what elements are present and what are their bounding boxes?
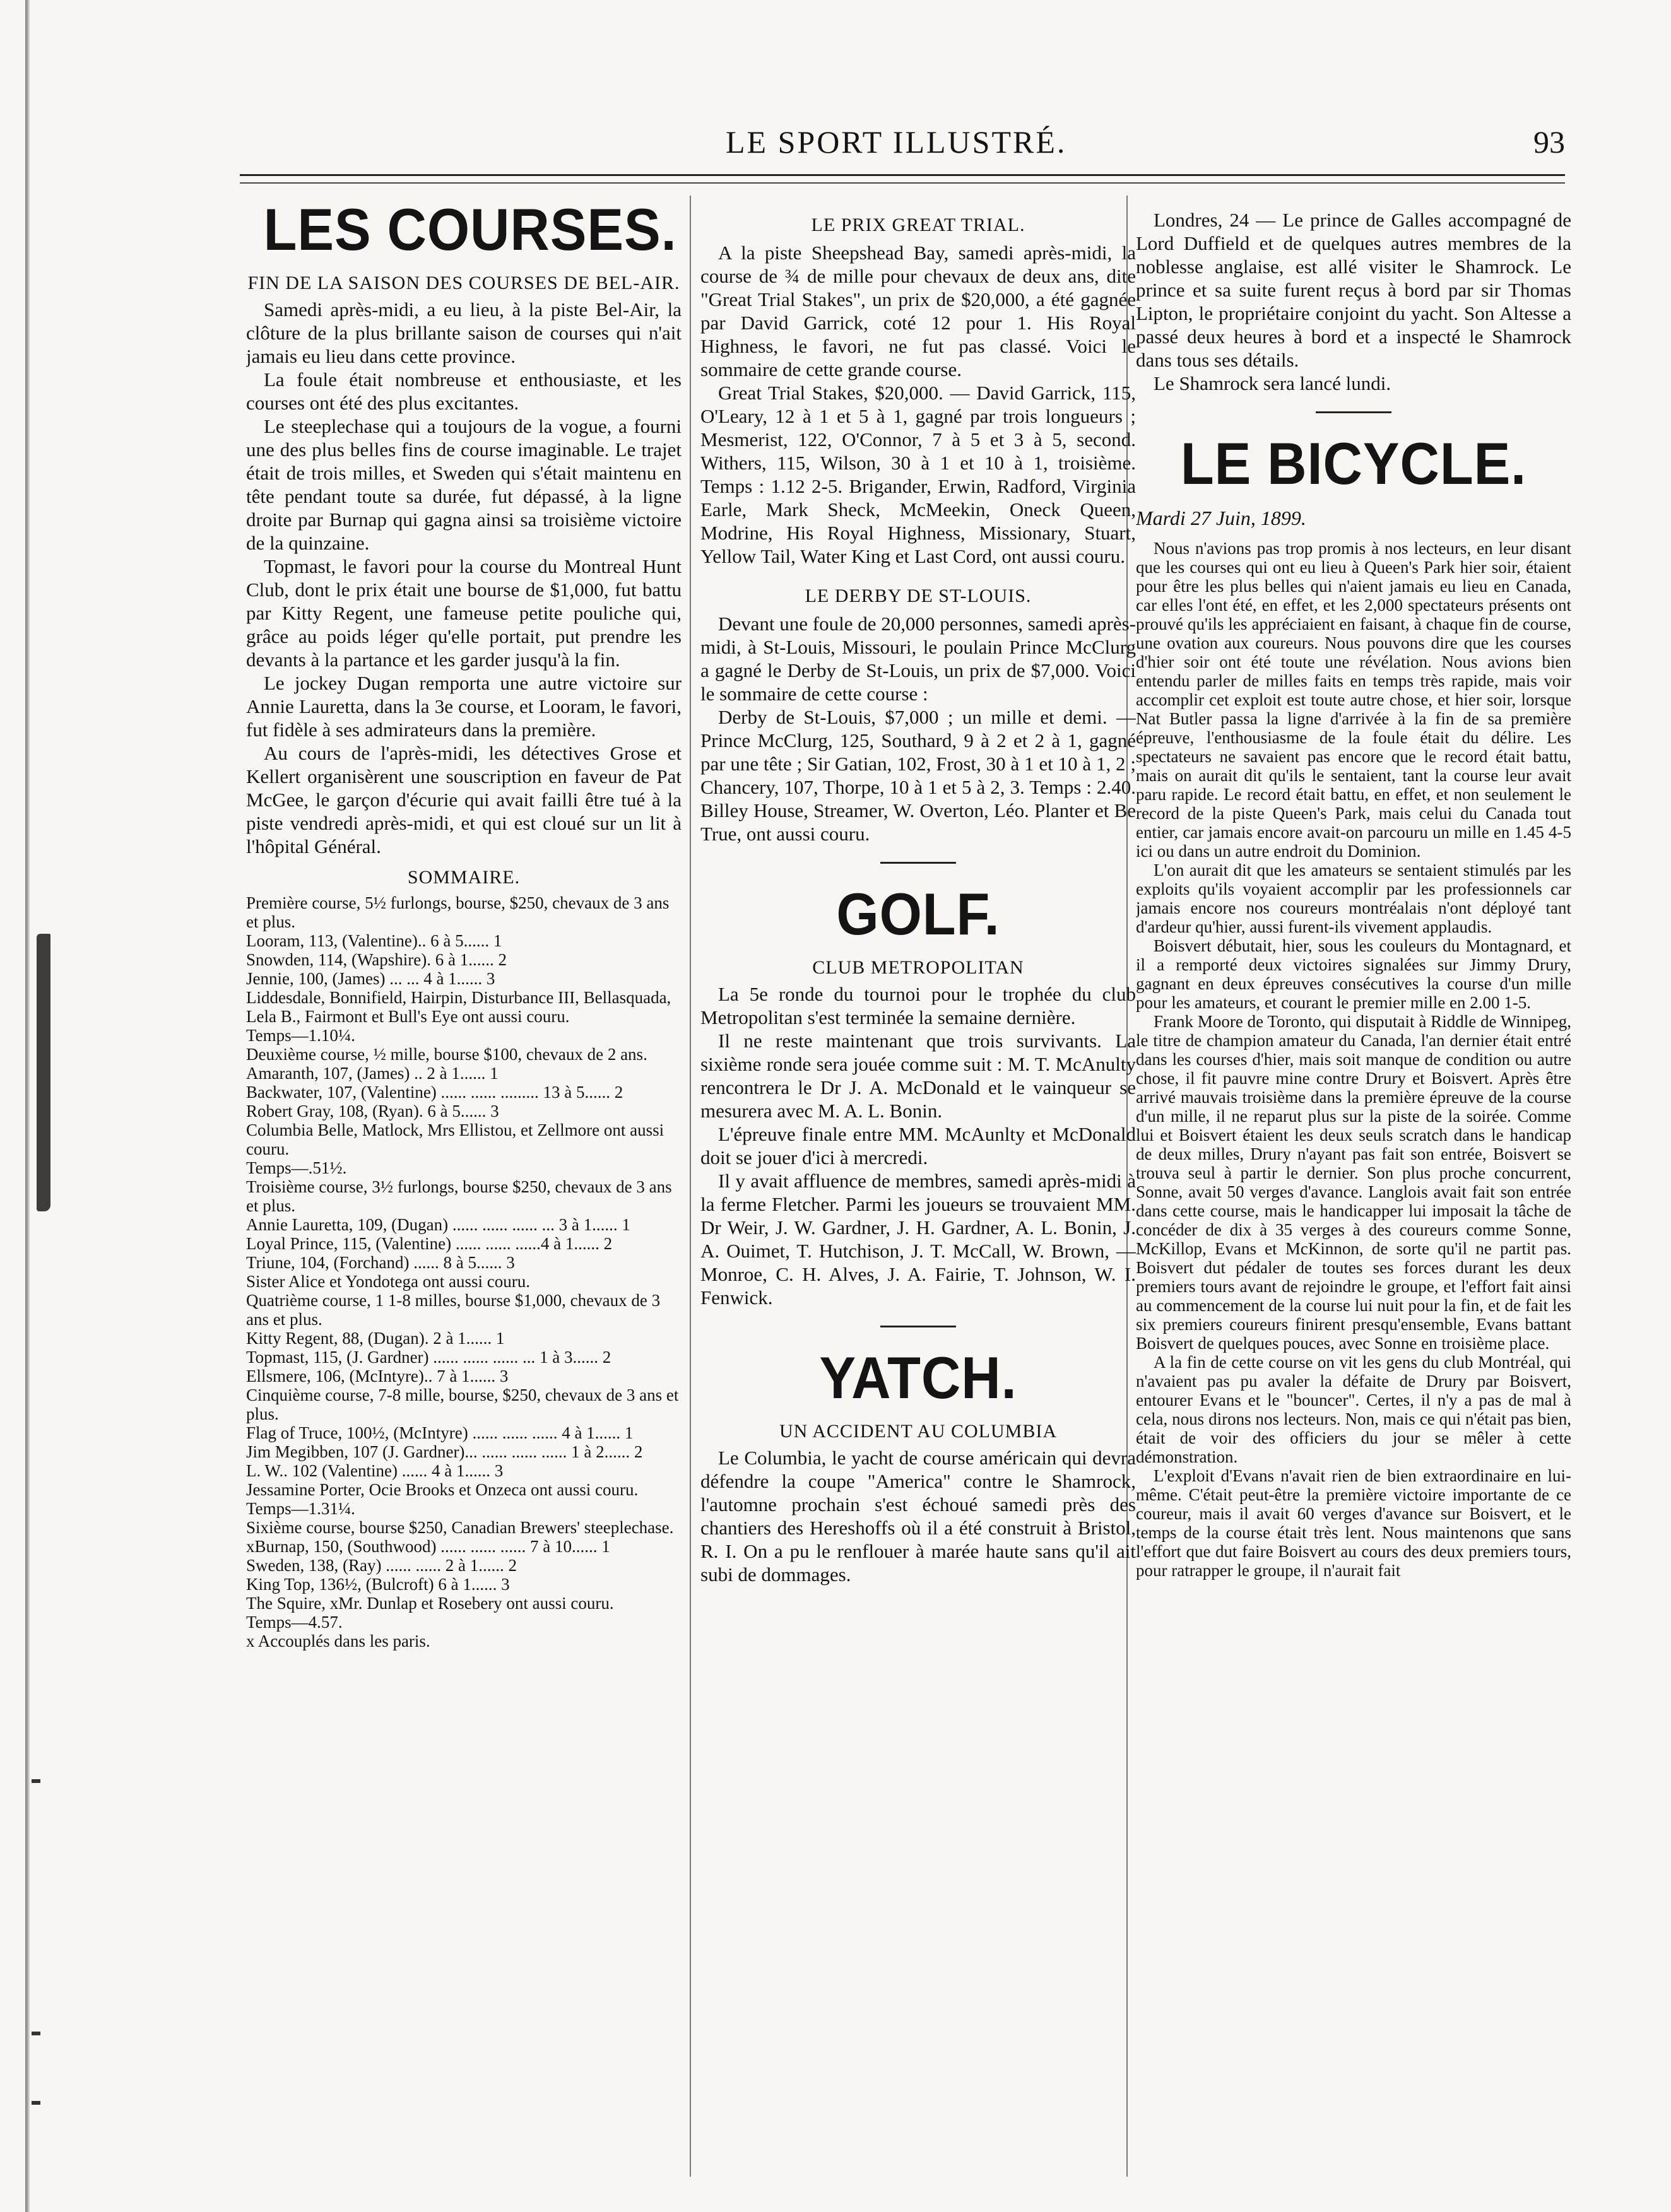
column-right	[1136, 189, 1571, 2183]
column-middle	[700, 189, 1136, 2183]
summary-line: Première course, 5½ furlongs, bourse, $250, chevaux de 3 ans et plus.	[246, 893, 670, 931]
summary-line: x Accouplés dans les paris.	[246, 1632, 430, 1650]
binding-tick-mark	[32, 2032, 40, 2035]
running-title: LE SPORT ILLUSTRÉ.	[726, 124, 1067, 160]
dateline: Mardi 27 Juin, 1899.	[1136, 507, 1306, 529]
headline-golf: GOLF.	[836, 881, 1000, 947]
race-summary-list	[246, 893, 682, 1650]
kicker-bel-air: FIN DE LA SAISON DES COURSES DE BEL-AIR.	[247, 273, 680, 293]
paragraph: Nous n'avions pas trop promis à nos lecteurs, en leur disant que les courses qui ont eu lieu à Queen's Park hier soir, étaient pour être les plus belles qui n'aient jamais eu lieu en Canada, car elles l'ont été, en effet, et les 2,000 spectateurs présents ont prouvé qu'ils les appréciaient en faisant, à chaque fin de course, une ovation aux coureurs. Nous pouvons dire que les courses d'hier soir ont été toute une révélation. Nous avions bien entendu parler de milles faits en temps très rapide, mais voir accomplir cet exploit est toute autre chose, et hier soir, lorsque Nat Butler passa la ligne d'arrivée à la fin de sa première épreuve, l'enthousiasme de la foule était du délire. Les spectateurs ne savaient pas encore que le record était battu, mais on aurait dit qu'ils le sentaient, tant la course leur avait paru rapide. Le record était battu, en effet, et non seulement le record de la piste Queen's Park, mais celui du Canada tout entier, car jamais encore avait-on parcouru un mille en 1.45 4-5 ici ou dans un autre endroit du Dominion.	[1136, 539, 1571, 861]
summary-line: Backwater, 107, (Valentine) ...... ...... ......... 13 à 5...... 2	[246, 1083, 623, 1102]
binding-tick-mark	[32, 1779, 40, 1783]
summary-heading: SOMMAIRE.	[407, 867, 521, 888]
summary-line: Liddesdale, Bonnifield, Hairpin, Disturbance III, Bellasquada, Lela B., Fairmont et Bull's Eye ont aussi couru.	[246, 988, 671, 1026]
summary-line: Flag of Truce, 100½, (McIntyre) ...... ...... ...... 4 à 1...... 1	[246, 1423, 634, 1442]
summary-line: Sixième course, bourse $250, Canadian Brewers' steeplechase.	[246, 1518, 674, 1537]
paragraph: Derby de St-Louis, $7,000 ; un mille et demi. — Prince McClurg, 125, Southard, 9 à 2 et 2 à 1, gagné par une tête ; Sir Gatian, 102, Frost, 30 à 1 et 10 à 1, 2 ; Chancery, 107, Thorpe, 10 à 1 et 5 à 2, 3. Temps : 2.40. Billey House, Streamer, W. Overton, Léo. Planter et Be True, ont aussi couru.	[700, 706, 1136, 845]
paragraph: Le steeplechase qui a toujours de la vogue, a fourni une des plus belles fins de course imaginable. Le trajet était de trois milles, et Sweden qui s'était maintenu en tête pendant toute sa durée, fut dépassé, à la ligne droite par Burnap qui gagna ainsi sa troisième victoire de la quinzaine.	[246, 415, 682, 554]
paragraph: Topmast, le favori pour la course du Montreal Hunt Club, dont le prix était une bourse de $1,000, fut battu par Kitty Regent, une fameuse petite pouliche qui, grâce au poids léger qu'elle portait, put prendre les devants à la partance et les garder jusqu'à la fin.	[246, 555, 682, 671]
summary-line: Topmast, 115, (J. Gardner) ...... ...... ...... ... 1 à 3...... 2	[246, 1348, 611, 1367]
summary-line: Sweden, 138, (Ray) ...... ...... 2 à 1...... 2	[246, 1556, 517, 1575]
summary-line: Jennie, 100, (James) ... ... 4 à 1...... 3	[246, 969, 495, 988]
summary-line: Triune, 104, (Forchand) ...... 8 à 5...... 3	[246, 1253, 515, 1272]
paragraph: Great Trial Stakes, $20,000. — David Garrick, 115, O'Leary, 12 à 1 et 5 à 1, gagné par trois longueurs ; Mesmerist, 122, O'Connor, 7 à 5 et 3 à 5, second. Withers, 115, Wilson, 30 à 1 et 10 à 1, troisième. Temps : 1.12 2-5. Brigander, Erwin, Radford, Virginia Earle, Mark Sheck, McMeekin, Oneck Queen, Modrine, His Royal Highness, Missionary, Stuart, Yellow Tail, Water King et Last Cord, ont aussi couru.	[700, 382, 1136, 567]
summary-line: Jim Megibben, 107 (J. Gardner)... ...... ...... ...... 1 à 2...... 2	[246, 1442, 643, 1461]
paragraph: Devant une foule de 20,000 personnes, samedi après-midi, à St-Louis, Missouri, le poulain Prince McClurg a gagné le Derby de St-Louis, un prix de $7,000. Voici le sommaire de cette course :	[700, 613, 1136, 705]
paragraph: A la fin de cette course on vit les gens du club Montréal, qui n'avaient pas pu avaler la défaite de Drury par Boisvert, entourer Evans et le "bouncer". Certes, il n'y a pas de mal à cela, nous dirons nos lecteurs. Non, mais ce qui n'était pas bien, était de voir des officiers du jour se mêler à cette démonstration.	[1136, 1353, 1571, 1466]
summary-line: Temps—4.57.	[246, 1613, 343, 1632]
summary-line: Columbia Belle, Matlock, Mrs Ellistou, et Zellmore ont aussi couru.	[246, 1121, 664, 1158]
paragraph: Le Columbia, le yacht de course américain qui devra défendre la coupe "America" contre le Shamrock, l'automne prochain s'est échoué samedi près des chantiers des Hereshoffs où il a été construit à Bristol, R. I. On a pu le renflouer à marée haute sans qu'il ait subi de dommages.	[700, 1447, 1136, 1585]
summary-line: Amaranth, 107, (James) .. 2 à 1...... 1	[246, 1064, 499, 1083]
page-header	[240, 124, 1565, 162]
summary-line: Temps—1.10¼.	[246, 1026, 355, 1045]
column-courses	[246, 189, 682, 2183]
kicker-club-metropolitan: CLUB METROPOLITAN	[812, 957, 1024, 978]
section-divider	[880, 862, 956, 864]
summary-line: Sister Alice et Yondotega ont aussi couru.	[246, 1272, 530, 1291]
binding-tick-mark	[32, 2101, 40, 2105]
summary-line: Ellsmere, 106, (McIntyre).. 7 à 1...... 3	[246, 1367, 509, 1385]
page-number: 93	[1533, 124, 1565, 160]
summary-line: Annie Lauretta, 109, (Dugan) ...... ...... ...... ... 3 à 1...... 1	[246, 1215, 630, 1234]
column-divider	[690, 196, 691, 2177]
paragraph: La 5e ronde du tournoi pour le trophée du club Metropolitan s'est terminée la semaine dernière.	[700, 983, 1136, 1028]
summary-line: Quatrième course, 1 1-8 milles, bourse $1,000, chevaux de 3 ans et plus.	[246, 1291, 661, 1329]
binding-ink-smudge	[37, 934, 50, 1211]
courses-body	[246, 298, 682, 858]
kicker-accident-columbia: UN ACCIDENT AU COLUMBIA	[779, 1421, 1057, 1442]
summary-line: L. W.. 102 (Valentine) ...... 4 à 1...... 3	[246, 1461, 504, 1480]
summary-line: Jessamine Porter, Ocie Brooks et Onzeca ont aussi couru.	[246, 1480, 639, 1499]
paragraph: Le Shamrock sera lancé lundi.	[1154, 372, 1391, 394]
paragraph: Au cours de l'après-midi, les détectives Grose et Kellert organisèrent une souscription en faveur de Pat McGee, le garçon d'écurie qui avait failli être tué à la piste vendredi après-midi, et qui est cloué sur un lit à l'hôpital Général.	[246, 742, 682, 857]
summary-line: Temps—.51½.	[246, 1158, 347, 1177]
paragraph: L'on aurait dit que les amateurs se sentaient stimulés par les exploits qu'ils voyaient accomplir par les professionnels car jamais encore nos coureurs montréalais n'ont déployé tant d'ardeur qu'hier, aussi furent-ils vivement applaudis.	[1136, 861, 1571, 936]
paragraph: Samedi après-midi, a eu lieu, à la piste Bel-Air, la clôture de la plus brillante saison de courses qui n'ait jamais eu lieu dans cette province.	[246, 298, 682, 367]
paragraph: Le jockey Dugan remporta une autre victoire sur Annie Lauretta, dans la 3e course, et Looram, le favori, fut fidèle à ses admirateurs dans la première.	[246, 672, 682, 741]
summary-line: Troisième course, 3½ furlongs, bourse $250, chevaux de 3 ans et plus.	[246, 1177, 672, 1215]
binding-edge-shadow	[25, 0, 30, 2212]
summary-line: Temps—1.31¼.	[246, 1499, 355, 1518]
summary-line: Cinquième course, 7-8 mille, bourse, $250, chevaux de 3 ans et plus.	[246, 1385, 679, 1423]
section-divider	[880, 1326, 956, 1327]
summary-line: The Squire, xMr. Dunlap et Rosebery ont aussi couru.	[246, 1594, 614, 1613]
summary-line: King Top, 136½, (Bulcroft) 6 à 1...... 3	[246, 1575, 510, 1594]
heading-prix-great-trial: LE PRIX GREAT TRIAL.	[811, 215, 1025, 235]
summary-line: Deuxième course, ½ mille, bourse $100, chevaux de 2 ans.	[246, 1045, 647, 1064]
summary-line: Loyal Prince, 115, (Valentine) ...... ...... ......4 à 1...... 2	[246, 1234, 613, 1253]
summary-line: Looram, 113, (Valentine).. 6 à 5...... 1	[246, 931, 502, 950]
headline-le-bicycle: LE BICYCLE.	[1180, 430, 1527, 497]
heading-derby-st-louis: LE DERBY DE ST-LOUIS.	[805, 585, 1032, 606]
paragraph: L'épreuve finale entre MM. McAunlty et McDonald doit se jouer d'ici à mercredi.	[700, 1123, 1136, 1168]
paragraph: A la piste Sheepshead Bay, samedi après-midi, la course de ¾ de mille pour chevaux de deux ans, dite "Great Trial Stakes", un prix de $20,000, a été gagnée par David Garrick, coté 12 pour 1. His Royal Highness, le favori, ne fut pas classé. Voici le sommaire de cette grande course.	[700, 242, 1136, 380]
paragraph: La foule était nombreuse et enthousiaste, et les courses ont été des plus excitantes.	[246, 368, 682, 414]
summary-line: xBurnap, 150, (Southwood) ...... ...... ...... 7 à 10...... 1	[246, 1537, 610, 1556]
paragraph: Londres, 24 — Le prince de Galles accompagné de Lord Duffield et de quelques autres membres de la noblesse anglaise, est allé visiter le Shamrock. Le prince et sa suite furent reçus à bord par sir Thomas Lipton, le propriétaire conjoint du yacht. Son Altesse a passé deux heures à bord et a inspecté le Shamrock dans tous ses détails.	[1136, 209, 1571, 371]
section-divider	[1316, 411, 1391, 413]
paragraph: Il ne reste maintenant que trois survivants. La sixième ronde sera jouée comme suit : M. T. McAnulty rencontrera le Dr J. A. McDonald et le vainqueur se mesurera avec M. A. L. Bonin.	[700, 1030, 1136, 1122]
paragraph: Boisvert débutait, hier, sous les couleurs du Montagnard, et il a remporté deux victoires signalées sur Jimmy Drury, gagnant en deux épreuves consécutives la course d'un mille pour les amateurs, et courant le premier mille en 2.00 1-5.	[1136, 936, 1571, 1012]
headline-les-courses: LES COURSES.	[263, 196, 677, 262]
summary-line: Kitty Regent, 88, (Dugan). 2 à 1...... 1	[246, 1329, 505, 1348]
summary-line: Snowden, 114, (Wapshire). 6 à 1...... 2	[246, 950, 507, 969]
headline-yatch: YATCH.	[819, 1344, 1017, 1411]
header-double-rule	[240, 174, 1565, 184]
paragraph: Il y avait affluence de membres, samedi après-midi à la ferme Fletcher. Parmi les joueurs se trouvaient MM. Dr Weir, J. W. Gardner, J. H. Gardner, A. L. Bonin, J. A. Ouimet, T. Hutchison, J. T. McCall, W. Brown, — Monroe, C. H. Alves, J. A. Fairie, T. Johnson, W. I. Fenwick.	[700, 1170, 1136, 1309]
paragraph: Frank Moore de Toronto, qui disputait à Riddle de Winnipeg, le titre de champion amateur du Canada, l'an dernier était entré dans les courses d'hier, mais soit manque de condition ou autre chose, il fit pauvre mine contre Drury et Boisvert. Après être arrivé mauvais troisième dans la première épreuve de la course d'un mille, il ne reparut plus sur la piste de la soirée. Comme lui et Boisvert étaient les deux seuls scratch dans le handicap de deux milles, Drury n'ayant pas fait son entrée, Boisvert se trouva seul à partir le dernier. Son plus proche concurrent, Sonne, avait 50 verges d'avance. Langlois avait fait son entrée dans cette course, mais le handicapper lui imposait la tâche de concéder de dix à 35 verges à des coureurs comme Sonne, McKillop, Evans et McKinnon, de sorte qu'il ne partit pas. Boisvert dut pédaler de toutes ses forces durant les deux premiers tours avant de rejoindre le groupe, et l'effort fait ainsi au commencement de la course lui nuit pour la fin, et de fait les six premiers coureurs finirent presqu'ensemble, Evans battant Boisvert de quelques pouces, avec Sonne en troisième place.	[1136, 1012, 1571, 1353]
paragraph: L'exploit d'Evans n'avait rien de bien extraordinaire en lui-même. C'était peut-être la première victoire importante de ce coureur, mais il avait 60 verges d'avance sur Boisvert, et le temps de la course était très lent. Nous maintenons que sans l'effort que dut faire Boisvert au cours des deux premiers tours, pour ratrapper le groupe, il n'aurait fait	[1136, 1466, 1571, 1580]
summary-line: Robert Gray, 108, (Ryan). 6 à 5...... 3	[246, 1102, 499, 1121]
